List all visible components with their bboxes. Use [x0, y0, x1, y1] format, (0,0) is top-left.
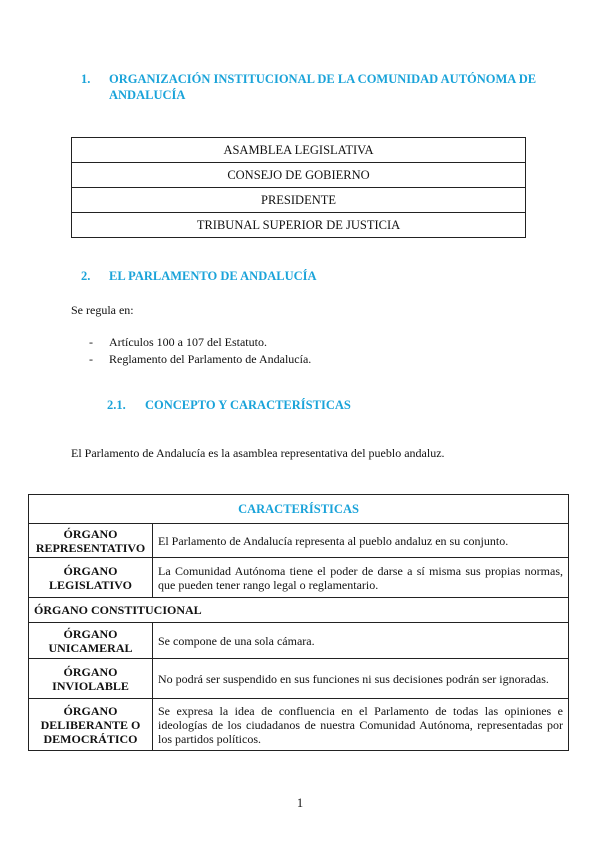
term-cell	[29, 699, 153, 751]
term-line: ÓRGANO	[63, 626, 118, 641]
term-cell	[29, 524, 153, 558]
table-row	[72, 213, 526, 238]
section-1-heading	[81, 71, 541, 105]
section-2-1-title: CONCEPTO Y CARACTERÍSTICAS	[145, 398, 351, 412]
institution-cell: PRESIDENTE	[72, 188, 526, 213]
list-item-text: Reglamento del Parlamento de Andalucía.	[109, 352, 312, 366]
term-line: ÓRGANO	[63, 563, 118, 578]
table-row	[72, 163, 526, 188]
institution-cell: TRIBUNAL SUPERIOR DE JUSTICIA	[72, 213, 526, 238]
description-cell: El Parlamento de Andalucía representa al pueblo andaluz en su conjunto.	[153, 524, 569, 558]
characteristics-title: CARACTERÍSTICAS	[29, 495, 569, 524]
description-cell: Se compone de una sola cámara.	[153, 623, 569, 659]
term-cell	[29, 659, 153, 699]
description-cell: No podrá ser suspendido en sus funciones ni sus decisiones podrán ser ignoradas.	[153, 659, 569, 699]
term-line: INVIOLABLE	[52, 678, 129, 693]
term-line: DELIBERANTE O	[40, 717, 141, 732]
table-row	[72, 188, 526, 213]
full-width-term-cell: ÓRGANO CONSTITUCIONAL	[29, 598, 569, 623]
regulation-intro: Se regula en:	[71, 303, 134, 317]
term-cell	[29, 558, 153, 598]
description-cell: La Comunidad Autónoma tiene el poder de darse a sí misma sus propias normas, que pueden tener rango legal o reglamentario.	[153, 558, 569, 598]
regulation-list	[89, 334, 311, 368]
term-line: DEMOCRÁTICO	[43, 731, 138, 746]
bullet-dash: -	[89, 352, 93, 366]
institution-cell: CONSEJO DE GOBIERNO	[72, 163, 526, 188]
table-row	[29, 623, 569, 659]
table-row	[29, 659, 569, 699]
institution-cell: ASAMBLEA LEGISLATIVA	[72, 138, 526, 163]
term-line: ÓRGANO	[63, 526, 118, 541]
list-item	[89, 334, 311, 351]
section-2-1-heading	[107, 397, 407, 413]
list-item	[89, 351, 311, 368]
term-line: LEGISLATIVO	[49, 577, 132, 592]
table-row	[29, 598, 569, 623]
table-header-row	[29, 495, 569, 524]
description-cell: Se expresa la idea de confluencia en el Parlamento de todas las opiniones e ideologías de los ciudadanos de nuestra Comunidad Autónoma, representadas por los partidos políticos.	[153, 699, 569, 751]
section-1-title-line2: ANDALUCÍA	[109, 88, 186, 102]
section-1-number: 1.	[81, 72, 91, 86]
table-row	[29, 699, 569, 751]
term-line: UNICAMERAL	[48, 640, 133, 655]
table-row	[29, 524, 569, 558]
list-item-text: Artículos 100 a 107 del Estatuto.	[109, 335, 267, 349]
bullet-dash: -	[89, 335, 93, 349]
table-row	[72, 138, 526, 163]
term-line: REPRESENTATIVO	[35, 540, 146, 555]
characteristics-table	[28, 494, 569, 751]
institutions-table	[71, 137, 526, 238]
concept-paragraph: El Parlamento de Andalucía es la asamblea representativa del pueblo andaluz.	[71, 446, 445, 460]
table-row	[29, 558, 569, 598]
section-2-number: 2.	[81, 269, 91, 283]
term-line: ÓRGANO	[63, 703, 118, 718]
section-1-title-line1: ORGANIZACIÓN INSTITUCIONAL DE LA COMUNIDAD AUTÓNOMA DE	[109, 72, 537, 86]
page-number: 1	[296, 796, 304, 810]
section-2-heading	[81, 268, 381, 284]
section-2-title: EL PARLAMENTO DE ANDALUCÍA	[109, 269, 317, 283]
section-2-1-number: 2.1.	[107, 398, 126, 412]
term-line: ÓRGANO	[63, 664, 118, 679]
term-cell	[29, 623, 153, 659]
